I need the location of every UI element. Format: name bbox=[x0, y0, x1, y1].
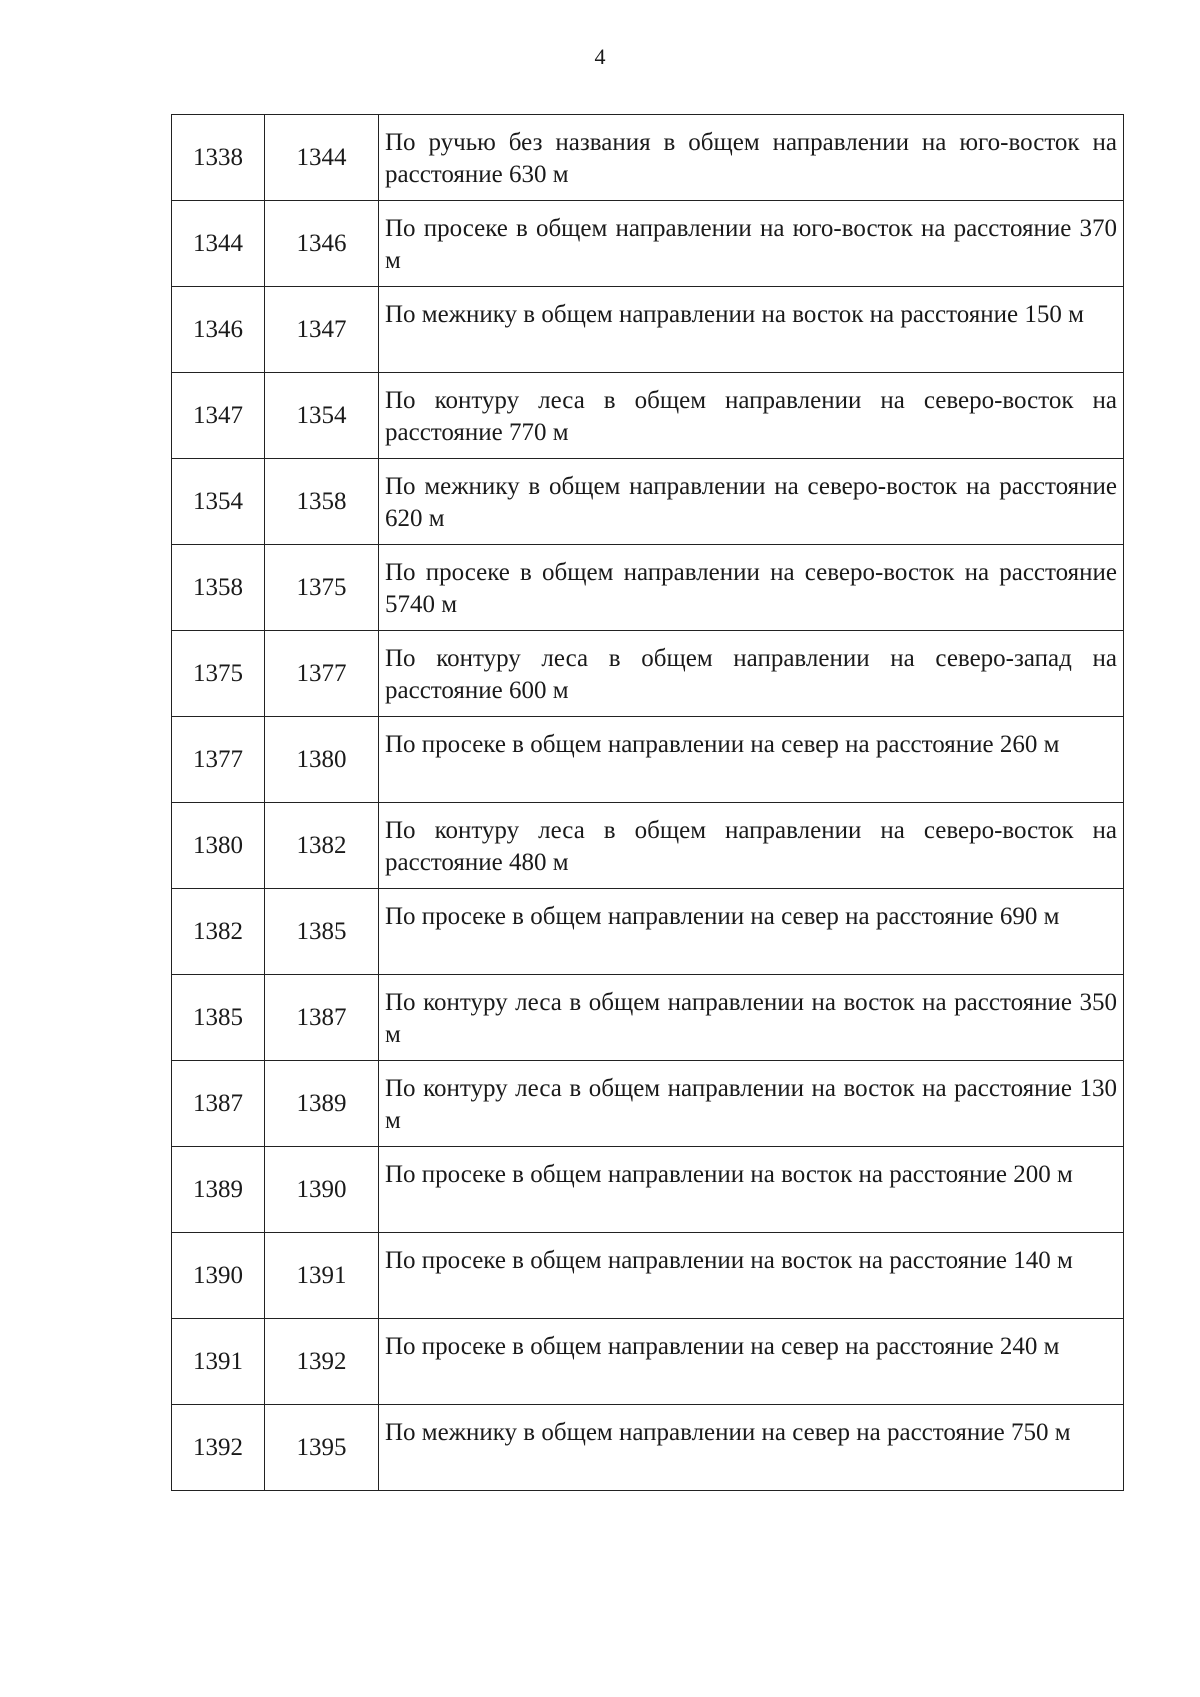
point-to-cell: 1346 bbox=[265, 201, 379, 287]
description-cell: По просеке в общем направлении на север на расстояние 260 м bbox=[379, 717, 1124, 803]
description-cell: По просеке в общем направлении на северо-восток на расстояние 5740 м bbox=[379, 545, 1124, 631]
point-to-cell: 1354 bbox=[265, 373, 379, 459]
point-to-cell: 1380 bbox=[265, 717, 379, 803]
point-to-cell: 1344 bbox=[265, 115, 379, 201]
description-cell: По просеке в общем направлении на север на расстояние 240 м bbox=[379, 1319, 1124, 1405]
point-to-cell: 1377 bbox=[265, 631, 379, 717]
table-row bbox=[172, 201, 1124, 287]
table-row bbox=[172, 1319, 1124, 1405]
point-from-cell: 1347 bbox=[172, 373, 265, 459]
point-from-cell: 1385 bbox=[172, 975, 265, 1061]
description-cell: По просеке в общем направлении на север на расстояние 690 м bbox=[379, 889, 1124, 975]
description-cell: По межнику в общем направлении на север на расстояние 750 м bbox=[379, 1405, 1124, 1491]
table-row bbox=[172, 1233, 1124, 1319]
boundary-table bbox=[171, 114, 1124, 1491]
point-from-cell: 1375 bbox=[172, 631, 265, 717]
table-row bbox=[172, 459, 1124, 545]
point-from-cell: 1338 bbox=[172, 115, 265, 201]
table-row bbox=[172, 287, 1124, 373]
point-to-cell: 1387 bbox=[265, 975, 379, 1061]
point-to-cell: 1375 bbox=[265, 545, 379, 631]
point-to-cell: 1390 bbox=[265, 1147, 379, 1233]
point-from-cell: 1389 bbox=[172, 1147, 265, 1233]
point-to-cell: 1395 bbox=[265, 1405, 379, 1491]
point-from-cell: 1387 bbox=[172, 1061, 265, 1147]
point-from-cell: 1391 bbox=[172, 1319, 265, 1405]
table-row bbox=[172, 373, 1124, 459]
point-to-cell: 1347 bbox=[265, 287, 379, 373]
point-to-cell: 1358 bbox=[265, 459, 379, 545]
point-from-cell: 1358 bbox=[172, 545, 265, 631]
table-row bbox=[172, 1061, 1124, 1147]
table-row bbox=[172, 803, 1124, 889]
point-from-cell: 1382 bbox=[172, 889, 265, 975]
point-from-cell: 1344 bbox=[172, 201, 265, 287]
point-to-cell: 1385 bbox=[265, 889, 379, 975]
description-cell: По просеке в общем направлении на восток на расстояние 200 м bbox=[379, 1147, 1124, 1233]
description-cell: По контуру леса в общем направлении на восток на расстояние 130 м bbox=[379, 1061, 1124, 1147]
table-row bbox=[172, 631, 1124, 717]
table-row bbox=[172, 115, 1124, 201]
description-cell: По ручью без названия в общем направлении на юго-восток на расстояние 630 м bbox=[379, 115, 1124, 201]
description-cell: По контуру леса в общем направлении на северо-восток на расстояние 770 м bbox=[379, 373, 1124, 459]
point-from-cell: 1354 bbox=[172, 459, 265, 545]
table-row bbox=[172, 1147, 1124, 1233]
point-from-cell: 1390 bbox=[172, 1233, 265, 1319]
point-to-cell: 1389 bbox=[265, 1061, 379, 1147]
point-to-cell: 1382 bbox=[265, 803, 379, 889]
point-from-cell: 1380 bbox=[172, 803, 265, 889]
table-row bbox=[172, 545, 1124, 631]
point-to-cell: 1392 bbox=[265, 1319, 379, 1405]
description-cell: По межнику в общем направлении на северо-восток на расстояние 620 м bbox=[379, 459, 1124, 545]
description-cell: По просеке в общем направлении на юго-восток на расстояние 370 м bbox=[379, 201, 1124, 287]
description-cell: По контуру леса в общем направлении на северо-запад на расстояние 600 м bbox=[379, 631, 1124, 717]
table-row bbox=[172, 975, 1124, 1061]
point-to-cell: 1391 bbox=[265, 1233, 379, 1319]
point-from-cell: 1346 bbox=[172, 287, 265, 373]
table-row bbox=[172, 889, 1124, 975]
page-number: 4 bbox=[594, 44, 606, 69]
table-row bbox=[172, 1405, 1124, 1491]
point-from-cell: 1377 bbox=[172, 717, 265, 803]
table-row bbox=[172, 717, 1124, 803]
description-cell: По межнику в общем направлении на восток на расстояние 150 м bbox=[379, 287, 1124, 373]
description-cell: По контуру леса в общем направлении на северо-восток на расстояние 480 м bbox=[379, 803, 1124, 889]
description-cell: По контуру леса в общем направлении на восток на расстояние 350 м bbox=[379, 975, 1124, 1061]
point-from-cell: 1392 bbox=[172, 1405, 265, 1491]
description-cell: По просеке в общем направлении на восток на расстояние 140 м bbox=[379, 1233, 1124, 1319]
